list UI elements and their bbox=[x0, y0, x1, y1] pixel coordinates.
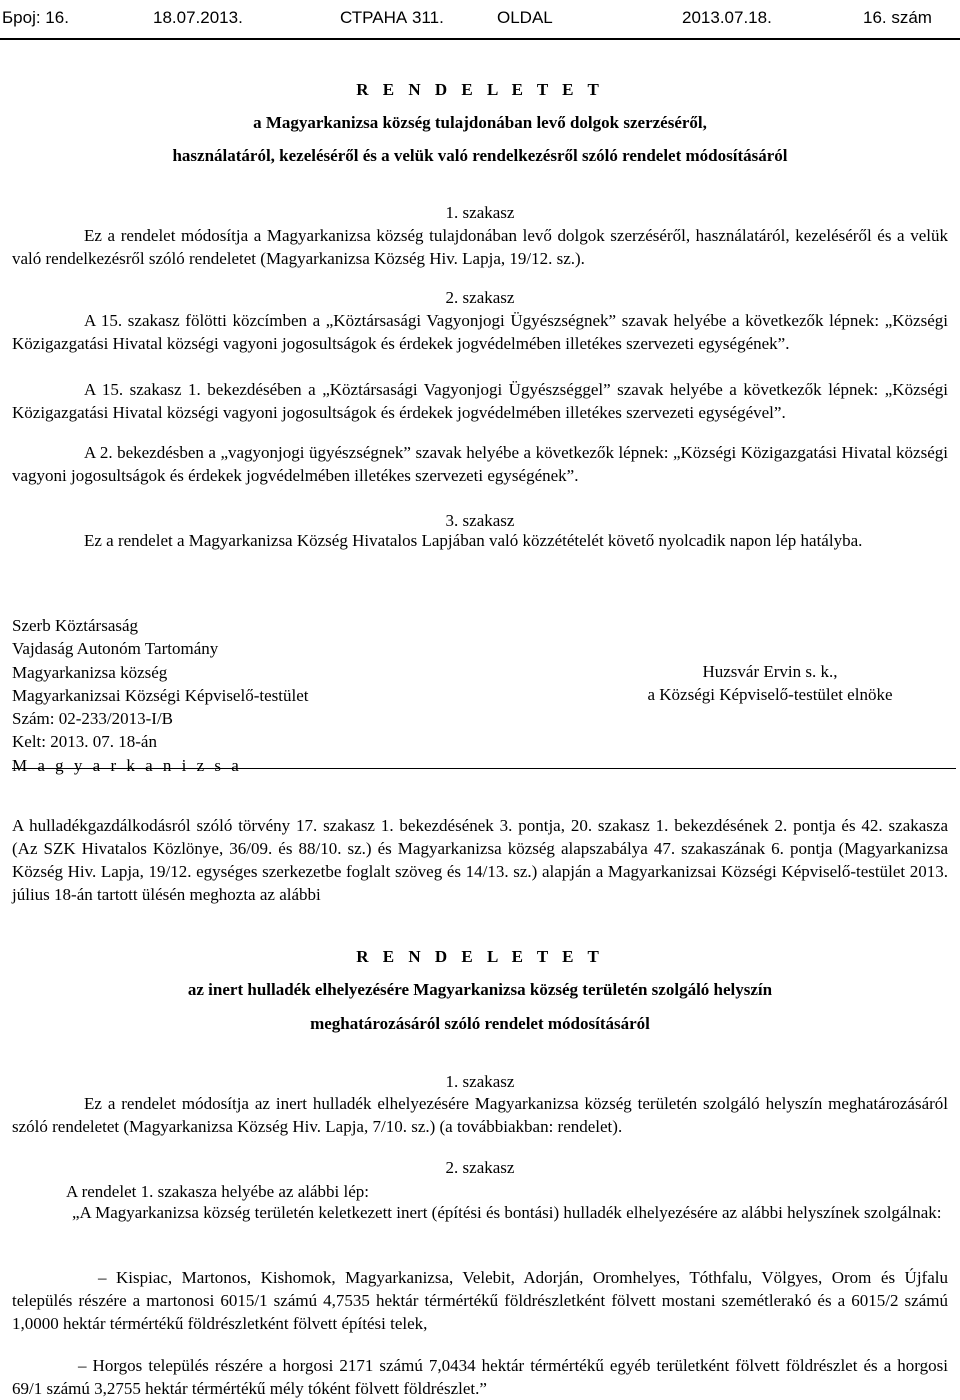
issue-number-serbian: Број: 16. bbox=[2, 8, 69, 27]
page-label-hungarian: OLDAL bbox=[497, 8, 553, 27]
preamble-text: A hulladékgazdálkodásról szóló törvény 17. szakasz 1. bekezdésének 3. pontja, 20. szakasz 1. bekezdésének 2. pontja és 42. szakasza (Az SZK Hivatalos Közlönye, 36/09. és 88/10. sz.) és Magyarkanizsa község alapszabálya 47. szakaszának 6. pontja (Magyarkanizsa Község Hiv. Lapja, 19/12. egységes szerkezetbe foglalt szöveg és 14/13. sz.) alapján a Magyarkanizsai Községi Képviselő-testület 2013. július 18-án tartott ülésén meghozta az alábbi bbox=[12, 816, 948, 904]
decree2-section1-text: Ez a rendelet módosítja az inert hulladék elhelyezésére Magyarkanizsa község területén szolgáló helyszín meghatározásáról szóló rendeletet (Magyarkanizsa Község Hiv. Lapja, 7/10. sz.) (a továbbiakban: rendelet). bbox=[12, 1094, 948, 1136]
issuer-province: Vajdaság Autonóm Tartomány bbox=[12, 639, 219, 659]
decree1-section2-paragraph3: A 2. bekezdésben a „vagyonjogi ügyészségnek” szavak helyébe a következők lépnek: „Községi Közigazgatási Hivatal községi vagyoni jogosultságok és érdekek jogvédelmében illetékes szervezeti egységének”. bbox=[12, 443, 948, 485]
signer-role: a Községi Képviselő-testület elnöke bbox=[647, 685, 893, 705]
decree2-section2-intro: A rendelet 1. szakasza helyébe az alábbi lép: bbox=[66, 1182, 370, 1201]
decree2-title-line2: meghatározásáról szóló rendelet módosításáról bbox=[310, 1014, 650, 1033]
decree1-section2-title: 2. szakasz bbox=[445, 288, 515, 307]
decree1-section1-text: Ez a rendelet módosítja a Magyarkanizsa község tulajdonában levő dolgok szerzéséről, használatáról, kezeléséről és a velük való rendelkezésről szóló rendeletet (Magyarkanizsa Község Hiv. Lapja, 19/12. sz.). bbox=[12, 226, 948, 268]
decree2-section1-title: 1. szakasz bbox=[445, 1072, 515, 1091]
decree2-section2-quote: „A Magyarkanizsa község területén keletkezett inert (építési és bontási) hulladék elhelyezésére az alábbi helyszínek szolgálnak: bbox=[72, 1203, 942, 1222]
document-date: Kelt: 2013. 07. 18-án bbox=[12, 732, 157, 752]
issuer-block bbox=[12, 614, 308, 777]
document-place: M a g y a r k a n i z s a bbox=[12, 755, 242, 775]
decree2-heading: R E N D E L E T E T bbox=[356, 947, 604, 966]
signer-name: Huzsvár Ervin s. k., bbox=[702, 662, 838, 681]
document-number: Szám: 02-233/2013-I/B bbox=[12, 709, 174, 729]
section-divider bbox=[12, 768, 956, 769]
list-item-horgos: – Horgos település részére a horgosi 2171 számú 7,0434 hektár térmértékű egyéb területként fölvett földrészlet és a horgosi 69/1 számú 3,2755 hektár térmértékű mély tóként fölvett földrészlet.” bbox=[12, 1356, 948, 1398]
date-hungarian: 2013.07.18. bbox=[682, 8, 772, 27]
date-serbian: 18.07.2013. bbox=[153, 8, 243, 27]
issuer-country: Szerb Köztársaság bbox=[12, 616, 139, 635]
issuer-assembly: Magyarkanizsai Községi Képviselő-testület bbox=[12, 685, 309, 705]
decree1-heading: R E N D E L E T E T bbox=[356, 80, 604, 99]
decree2-title-line1: az inert hulladék elhelyezésére Magyarkanizsa község területén szolgáló helyszín bbox=[187, 980, 773, 999]
page-header bbox=[0, 0, 960, 40]
list-item-kispiac: – Kispiac, Martonos, Kishomok, Magyarkanizsa, Velebit, Adorján, Oromhelyes, Tóthfalu, Völgyes, Orom és Újfalu település részére a martonosi 6015/1 számú 4,7535 hektár térmértékű földrészletként fölvett mostani szemétlerakó és a 6015/2 számú 1,0000 hektár térmértékű földrészletként fölvett építési telek, bbox=[12, 1268, 948, 1333]
issuer-municipality: Magyarkanizsa község bbox=[12, 662, 168, 682]
decree1-title-line2: használatáról, kezeléséről és a velük való rendelkezésről szóló rendelet módosításáról bbox=[172, 146, 788, 165]
decree1-title-line1: a Magyarkanizsa község tulajdonában levő dolgok szerzéséről, bbox=[253, 113, 707, 132]
decree2-section2-title: 2. szakasz bbox=[445, 1158, 515, 1177]
issue-number-hungarian: 16. szám bbox=[863, 8, 932, 27]
decree1-section2-paragraph1: A 15. szakasz fölötti közcímben a „Köztársasági Vagyonjogi Ügyészségnek” szavak helyébe a következők lépnek: „Községi Közigazgatási Hivatal községi vagyoni jogosultságok és érdekek jogvédelmében illetékes szervezeti egységének”. bbox=[12, 311, 948, 353]
decree1-section1-title: 1. szakasz bbox=[445, 203, 515, 222]
signer-block bbox=[600, 660, 940, 707]
decree1-section3-text: Ez a rendelet a Magyarkanizsa Község Hivatalos Lapjában való közzétételét követő nyolcadik napon lép hatályba. bbox=[84, 531, 863, 550]
decree1-section2-paragraph2: A 15. szakasz 1. bekezdésében a „Köztársasági Vagyonjogi Ügyészséggel” szavak helyébe a következők lépnek: „Községi Közigazgatási Hivatal községi vagyoni jogosultságok és érdekek jogvédelmében illetékes szervezeti egységével”. bbox=[12, 380, 948, 422]
page-number-serbian: СТРАНА 311. bbox=[340, 8, 444, 27]
decree1-section3-title: 3. szakasz bbox=[445, 511, 515, 530]
